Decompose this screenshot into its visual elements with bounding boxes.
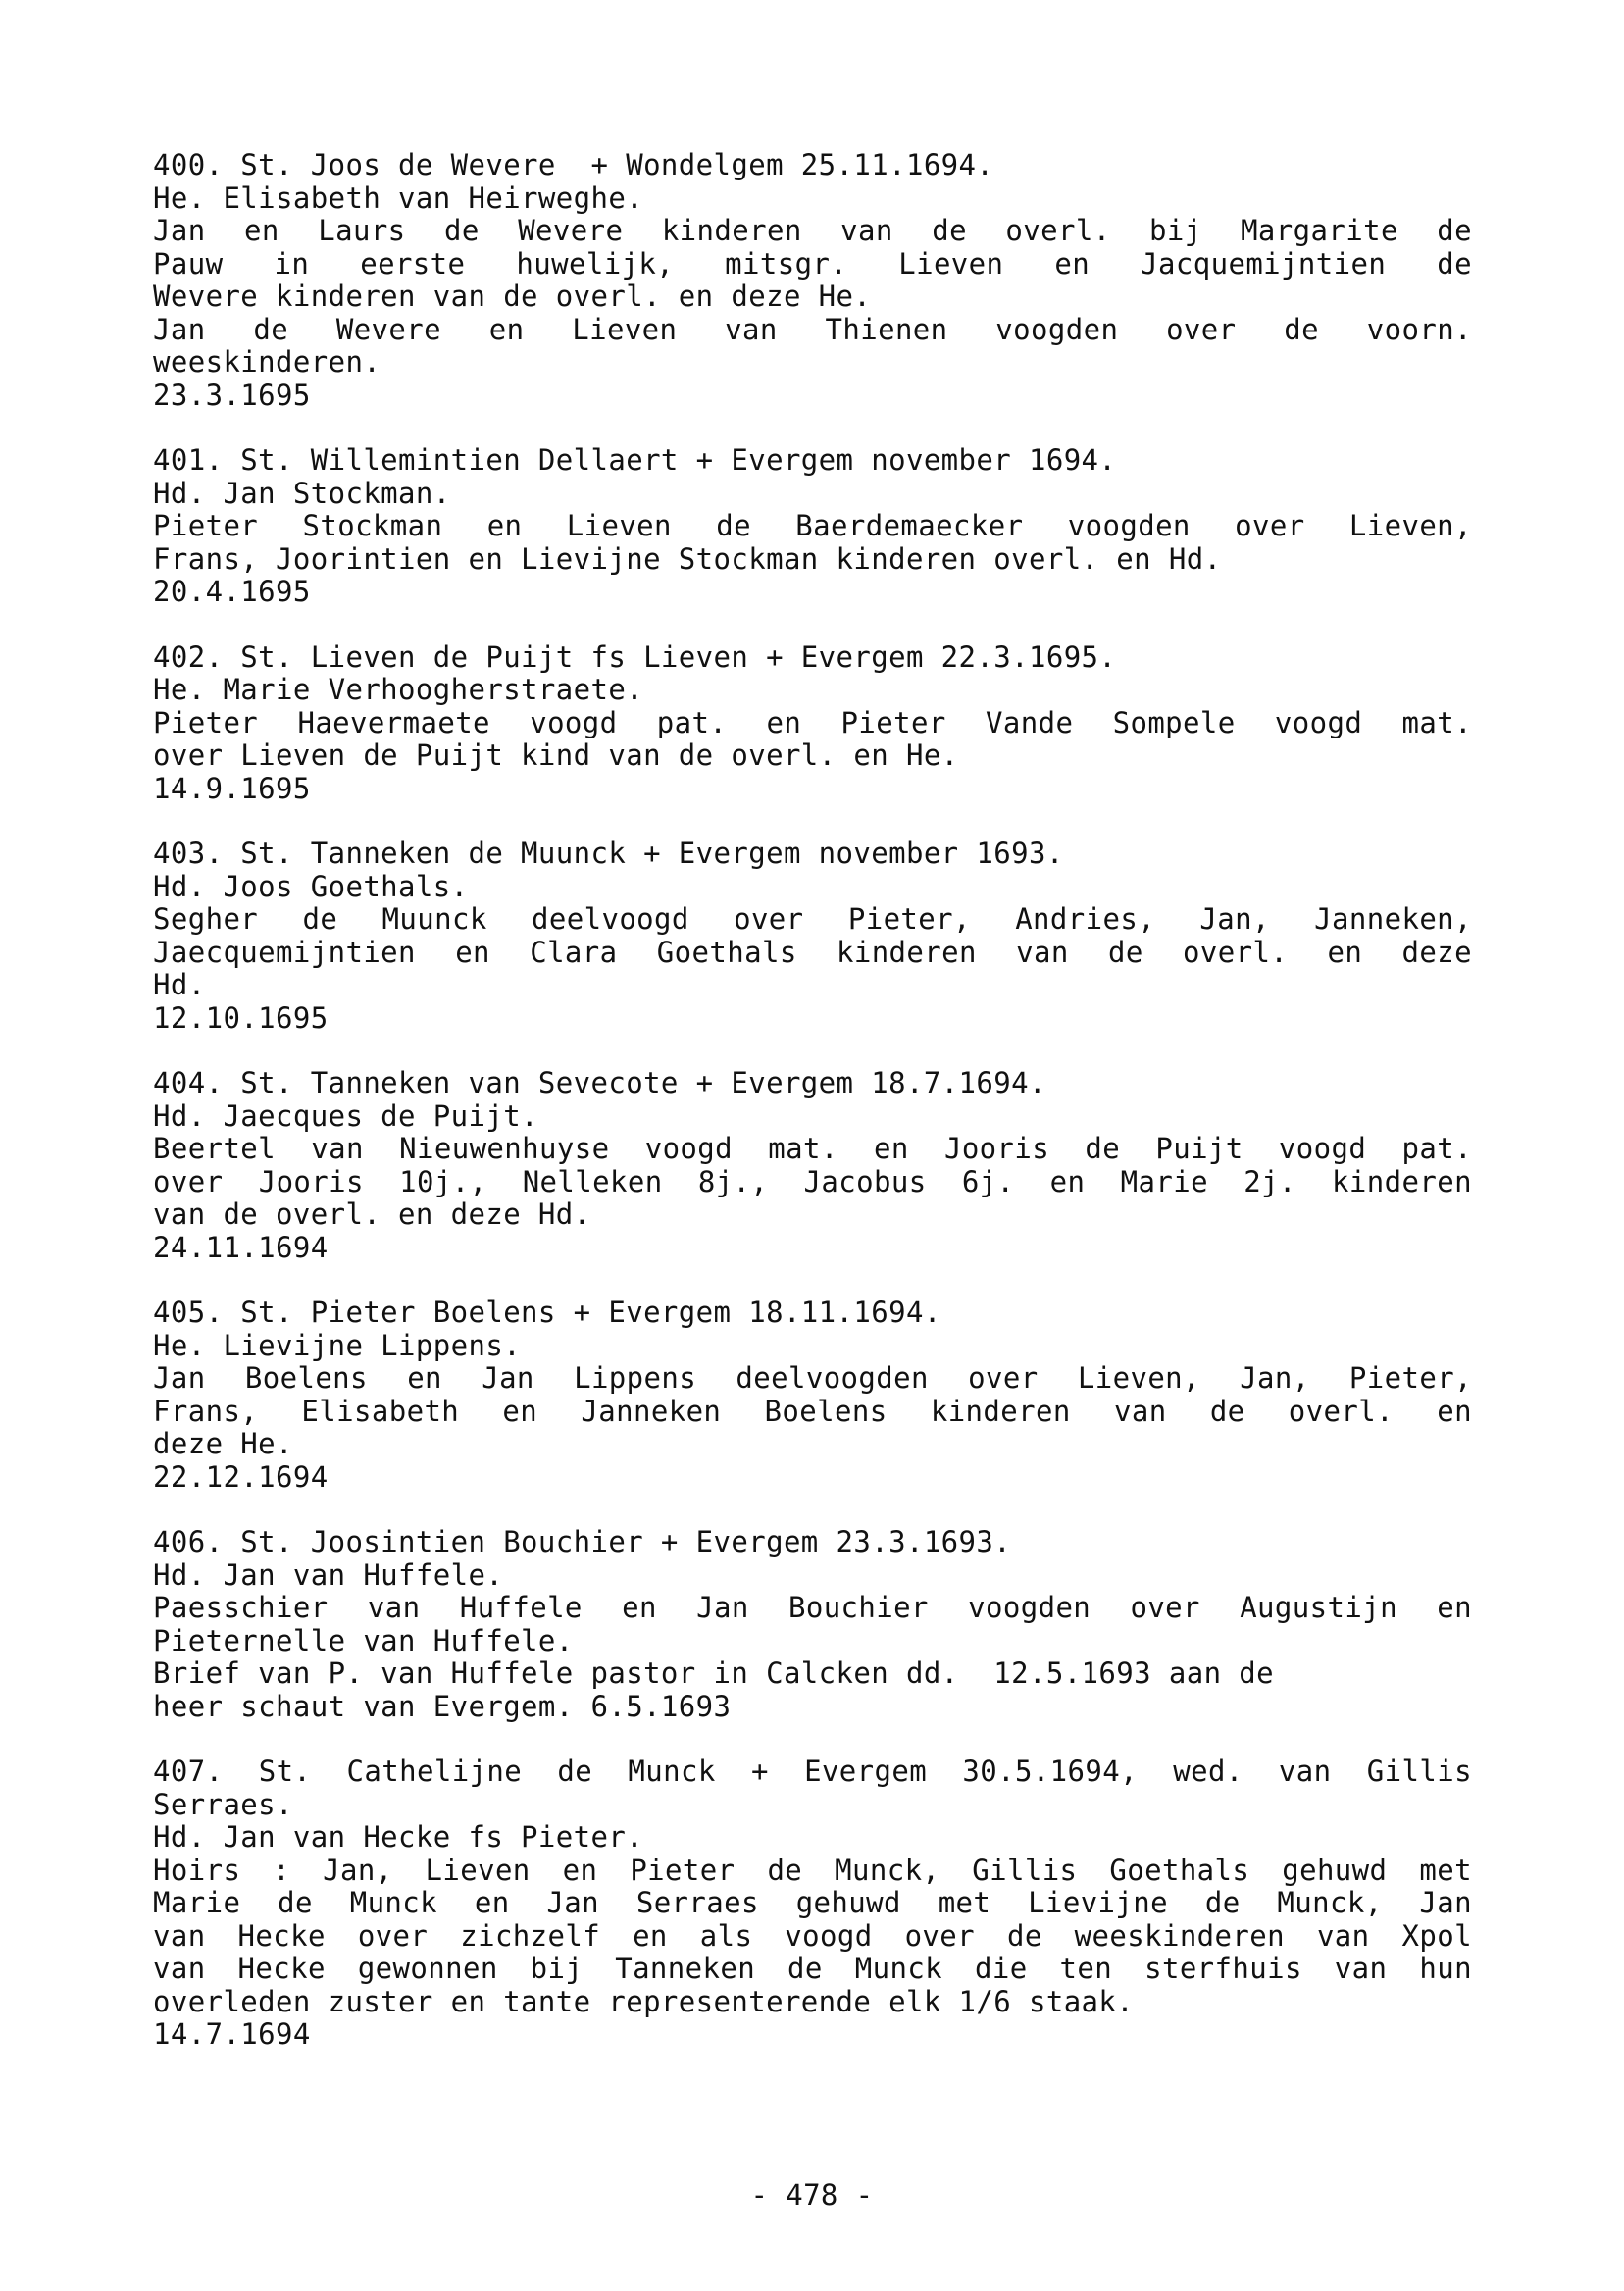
entry-text-line: overleden zuster en tante representerende elk 1/6 staak.: [153, 1984, 1135, 2018]
register-entry: [153, 444, 1472, 609]
entry-text-line: Marie de Munck en Jan Serraes gehuwd met Lievijne de Munck, Jan: [153, 1886, 1472, 1919]
entry-text-line: Wevere kinderen van de overl. en deze He.: [153, 280, 872, 313]
entry-text-line: deze He.: [153, 1427, 293, 1460]
register-entry: [153, 149, 1472, 412]
entry-text-line: 22.12.1694: [153, 1459, 329, 1494]
entry-text-line: Beertel van Nieuwenhuyse voogd mat. en Jooris de Puijt voogd pat.: [153, 1132, 1472, 1165]
entry-heading-line: 402. St. Lieven de Puijt fs Lieven + Evergem 22.3.1695.: [153, 639, 1117, 674]
entry-text-line: Hoirs : Jan, Lieven en Pieter de Munck, Gillis Goethals gehuwd met: [153, 1853, 1472, 1887]
entry-text-line: Hd. Jan van Huffele.: [153, 1557, 504, 1592]
entry-text-line: Frans, Elisabeth en Janneken Boelens kinderen van de overl. en: [153, 1394, 1472, 1428]
entry-text-line: Paesschier van Huffele en Jan Bouchier voogden over Augustijn en: [153, 1591, 1472, 1624]
entry-heading-line: 405. St. Pieter Boelens + Evergem 18.11.1694.: [153, 1296, 941, 1329]
entry-text-line: 12.10.1695: [153, 1000, 329, 1035]
register-entry: [153, 1067, 1472, 1264]
register-entry: [153, 641, 1472, 806]
entry-text-line: over Jooris 10j., Nelleken 8j., Jacobus 6j. en Marie 2j. kinderen: [153, 1164, 1472, 1198]
entry-text-line: Pieter Stockman en Lieven de Baerdemaecker voogden over Lieven,: [153, 509, 1472, 542]
entry-heading-line: 406. St. Joosintien Bouchier + Evergem 23.3.1693.: [153, 1525, 1012, 1558]
entry-text-line: 23.3.1695: [153, 378, 311, 412]
entry-text-line: Segher de Muunck deelvoogd over Pieter, Andries, Jan, Janneken,: [153, 902, 1472, 936]
register-entry: [153, 1756, 1472, 2052]
entry-text-line: 20.4.1695: [153, 575, 311, 608]
entry-heading-line: 404. St. Tanneken van Sevecote + Evergem 18.7.1694.: [153, 1066, 1046, 1099]
entry-heading-line: 401. St. Willemintien Dellaert + Evergem november 1694.: [153, 443, 1117, 477]
entry-text-line: van Hecke over zichzelf en als voogd over de weeskinderen van Xpol: [153, 1918, 1472, 1953]
entry-text-line: Brief van P. van Huffele pastor in Calcken dd. 12.5.1693 aan de: [153, 1656, 1275, 1690]
entry-text-line: Pieternelle van Huffele.: [153, 1623, 574, 1657]
entry-heading-line: 403. St. Tanneken de Muunck + Evergem november 1693.: [153, 837, 1064, 870]
entry-text-line: van de overl. en deze Hd.: [153, 1197, 591, 1231]
entry-text-line: He. Elisabeth van Heirweghe.: [153, 180, 644, 215]
entry-text-line: Pieter Haevermaete voogd pat. en Pieter Vande Sompele voogd mat.: [153, 705, 1472, 739]
entry-text-line: Pauw in eerste huwelijk, mitsgr. Lieven en Jacquemijntien de: [153, 246, 1472, 280]
entry-text-line: He. Marie Verhoogherstraete.: [153, 673, 644, 706]
entry-text-line: Hd.: [153, 968, 206, 1001]
entry-text-line: He. Lievijne Lippens.: [153, 1328, 522, 1362]
page-number: - 478 -: [750, 2178, 874, 2212]
entry-text-line: over Lieven de Puijt kind van de overl. en He.: [153, 738, 959, 772]
entry-text-line: Serraes.: [153, 1787, 293, 1821]
entry-text-line: 14.9.1695: [153, 771, 311, 805]
entry-text-line: Hd. Jan van Hecke fs Pieter.: [153, 1820, 644, 1854]
entry-text-line: Jaecquemijntien en Clara Goethals kinderen van de overl. en deze: [153, 935, 1472, 969]
entry-text-line: Jan en Laurs de Wevere kinderen van de overl. bij Margarite de: [153, 214, 1472, 247]
entry-text-line: 14.7.1694: [153, 2017, 311, 2051]
register-entry: [153, 1297, 1472, 1494]
entry-text-line: Frans, Joorintien en Lievijne Stockman kinderen overl. en Hd.: [153, 541, 1222, 576]
entry-heading-line: 400. St. Joos de Wevere + Wondelgem 25.11.1694.: [153, 148, 994, 181]
entry-text-line: weeskinderen.: [153, 345, 381, 379]
entry-text-line: Hd. Jaecques de Puijt.: [153, 1098, 538, 1133]
register-entry: [153, 1526, 1472, 1723]
entry-text-line: Hd. Joos Goethals.: [153, 869, 469, 903]
document-body: [153, 149, 1472, 2084]
register-entry: [153, 838, 1472, 1035]
entry-text-line: heer schaut van Evergem. 6.5.1693: [153, 1689, 732, 1723]
entry-text-line: 24.11.1694: [153, 1230, 329, 1264]
entry-text-line: Hd. Jan Stockman.: [153, 476, 451, 510]
entry-heading-line: 407. St. Cathelijne de Munck + Evergem 30.5.1694, wed. van Gillis: [153, 1755, 1472, 1788]
entry-text-line: Jan Boelens en Jan Lippens deelvoogden over Lieven, Jan, Pieter,: [153, 1361, 1472, 1395]
entry-text-line: van Hecke gewonnen bij Tanneken de Munck die ten sterfhuis van hun: [153, 1952, 1472, 1985]
entry-text-line: Jan de Wevere en Lieven van Thienen voogden over de voorn.: [153, 312, 1472, 346]
